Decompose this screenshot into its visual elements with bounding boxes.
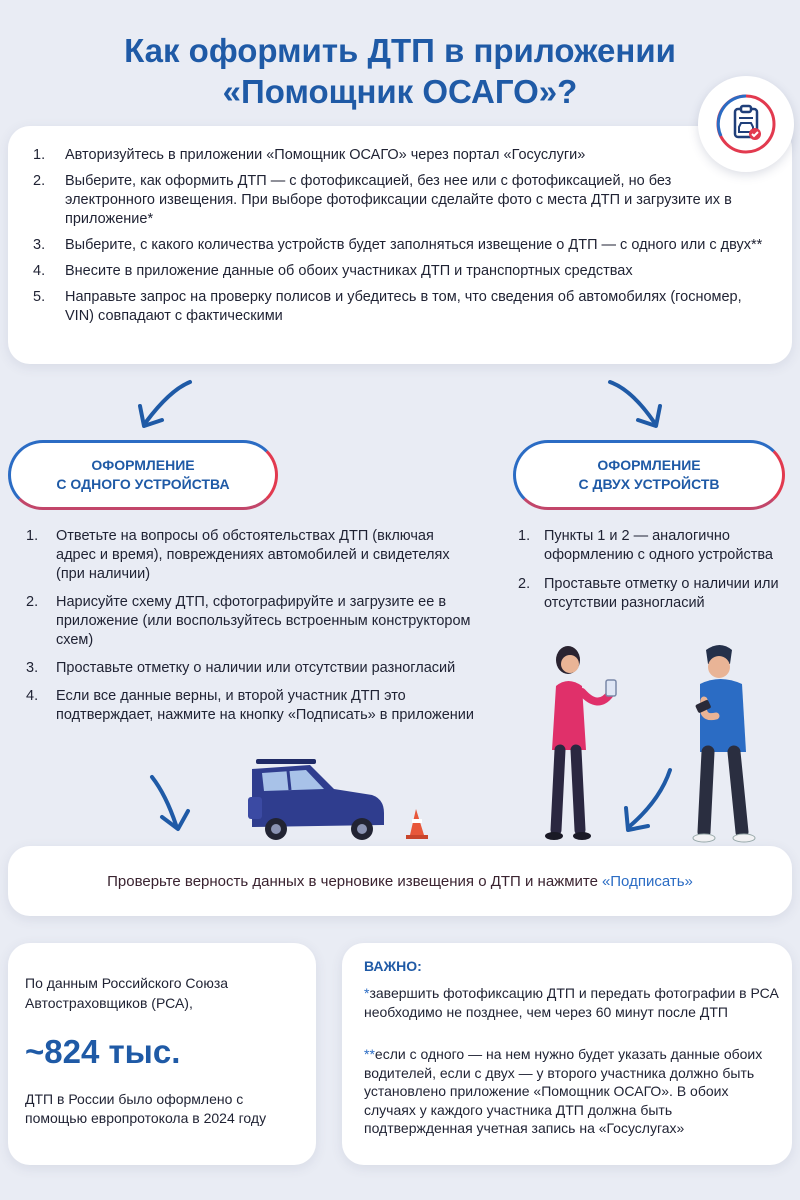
item-number: 1. bbox=[518, 528, 531, 544]
item-text: Проставьте отметку о наличии или отсутствии разногласий bbox=[56, 660, 456, 676]
step-text: Выберите, с какого количества устройств будет заполняться извещение о ДТП — с одного или с двух** bbox=[65, 237, 763, 253]
important-note-2 bbox=[364, 1045, 779, 1138]
item-number: 4. bbox=[26, 688, 39, 704]
two-devices-item bbox=[518, 527, 793, 565]
footnote-marker: ** bbox=[364, 1046, 375, 1062]
step-text: Внесите в приложение данные об обоих участниках ДТП и транспортных средствах bbox=[65, 263, 633, 279]
item-text: Пункты 1 и 2 — аналогично оформлению с одного устройства bbox=[544, 528, 773, 563]
car-figure bbox=[248, 759, 384, 840]
check-card bbox=[8, 846, 792, 916]
footnote-marker: * bbox=[364, 985, 370, 1001]
step-item bbox=[33, 146, 763, 165]
item-number: 2. bbox=[518, 576, 531, 592]
important-card bbox=[342, 943, 792, 1165]
step-number: 2. bbox=[33, 173, 46, 189]
two-devices-list bbox=[518, 527, 793, 623]
one-device-item bbox=[26, 593, 476, 650]
two-devices-item bbox=[518, 575, 793, 613]
clipboard-badge bbox=[698, 76, 794, 172]
arrow-down-right-icon bbox=[600, 376, 670, 436]
item-text: Нарисуйте схему ДТП, сфотографируйте и загрузите ее в приложение (или воспользуйтесь встроенным конструктором схем) bbox=[56, 594, 471, 648]
steps-list bbox=[33, 146, 763, 333]
item-text: Если все данные верны, и второй участник ДТП это подтверждает, нажмите на кнопку «Подписать» в приложении bbox=[56, 688, 475, 723]
stat-card bbox=[8, 943, 316, 1165]
step-number: 5. bbox=[33, 289, 46, 305]
arrow-down-left-icon bbox=[130, 376, 200, 436]
item-number: 2. bbox=[26, 594, 39, 610]
two-devices-title-line-1: ОФОРМЛЕНИЕ bbox=[597, 457, 701, 473]
people-illustration bbox=[520, 640, 790, 850]
item-text: Ответьте на вопросы об обстоятельствах ДТП (включая адрес и время), повреждениях автомобилей и свидетелях (при наличии) bbox=[56, 528, 450, 582]
important-note-1 bbox=[364, 984, 779, 1021]
one-device-heading bbox=[8, 440, 278, 510]
step-text: Направьте запрос на проверку полисов и убедитесь в том, что сведения об автомобилях (госномер, VIN) совпадают с фактическими bbox=[65, 289, 742, 324]
one-device-list bbox=[26, 527, 476, 734]
car-illustration bbox=[140, 755, 440, 845]
title-line-2: «Помощник ОСАГО»? bbox=[222, 73, 578, 110]
title-line-1: Как оформить ДТП в приложении bbox=[124, 32, 676, 69]
woman-figure bbox=[545, 646, 616, 840]
check-text: Проверьте верность данных в черновике извещения о ДТП и нажмите bbox=[107, 872, 598, 890]
step-item bbox=[33, 262, 763, 281]
one-device-title-line-1: ОФОРМЛЕНИЕ bbox=[91, 457, 195, 473]
two-devices-title-line-2: С ДВУХ УСТРОЙСТВ bbox=[578, 476, 720, 492]
step-item bbox=[33, 172, 763, 229]
note-text: если с одного — на нем нужно будет указать данные обоих водителей, если с двух — у второго участника должно быть установлено приложение «Помощник ОСАГО». В обоих случаях у каждого участника ДТП должна быть подтвержденная учетная запись на «Госуслугах» bbox=[364, 1046, 763, 1136]
step-number: 4. bbox=[33, 263, 46, 279]
item-number: 1. bbox=[26, 528, 39, 544]
important-title: ВАЖНО: bbox=[364, 958, 422, 974]
clipboard-car-icon bbox=[716, 94, 776, 154]
step-text: Авторизуйтесь в приложении «Помощник ОСАГО» через портал «Госуслуги» bbox=[65, 147, 586, 163]
step-item bbox=[33, 236, 763, 255]
one-device-item bbox=[26, 659, 476, 678]
stat-value: ~824 тыс. bbox=[25, 1033, 181, 1070]
stat-description: ДТП в России было оформлено с помощью европротокола в 2024 году bbox=[25, 1091, 267, 1126]
traffic-cone-icon bbox=[406, 809, 428, 839]
step-text: Выберите, как оформить ДТП — с фотофиксацией, без нее или с фотофиксацией, но без электронного извещения. При выборе фотофиксации сделайте фото с места ДТП и загрузите их в приложение* bbox=[65, 173, 732, 227]
page-title bbox=[0, 30, 800, 112]
one-device-item bbox=[26, 527, 476, 584]
two-devices-heading bbox=[513, 440, 785, 510]
sign-highlight: «Подписать» bbox=[601, 872, 693, 890]
man-figure bbox=[693, 645, 755, 842]
stat-intro: По данным Российского Союза Автостраховщиков (РСА), bbox=[25, 975, 229, 1011]
item-text: Проставьте отметку о наличии или отсутствии разногласий bbox=[544, 576, 779, 611]
one-device-title-line-2: С ОДНОГО УСТРОЙСТВА bbox=[56, 476, 230, 492]
step-number: 3. bbox=[33, 237, 46, 253]
steps-card bbox=[8, 126, 792, 364]
one-device-item bbox=[26, 687, 476, 725]
step-item bbox=[33, 288, 763, 326]
step-number: 1. bbox=[33, 147, 46, 163]
note-text: завершить фотофиксацию ДТП и передать фотографии в РСА необходимо не позднее, чем через 60 минут после ДТП bbox=[364, 985, 779, 1020]
arrow-icon bbox=[630, 770, 670, 826]
item-number: 3. bbox=[26, 660, 39, 676]
